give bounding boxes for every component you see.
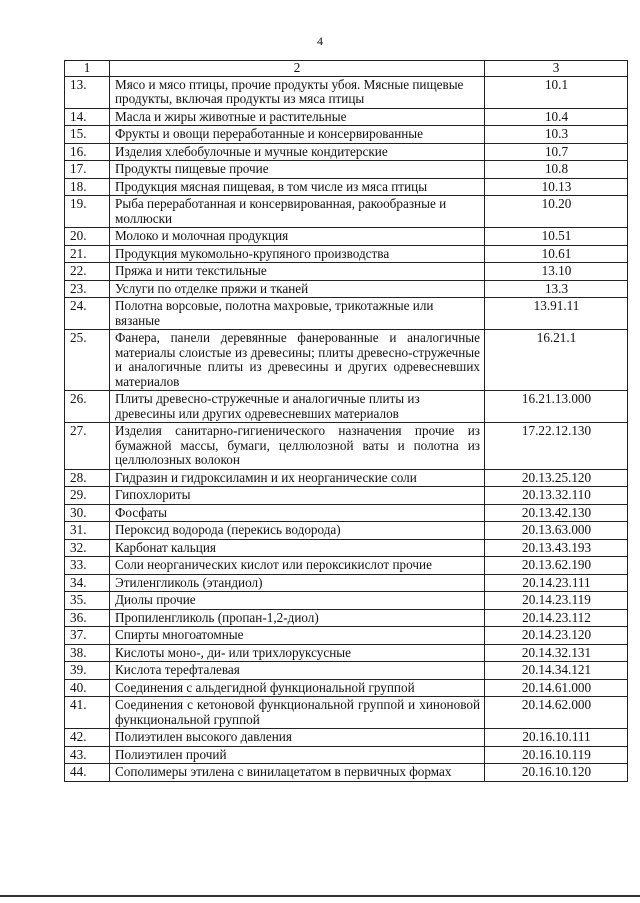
table-row — [65, 245, 628, 263]
okpd-code: 20.14.23.119 — [485, 592, 628, 610]
table-row — [65, 697, 628, 729]
okpd-code: 17.22.12.130 — [485, 423, 628, 470]
product-name: Гидразин и гидроксиламин и их неорганические соли — [110, 469, 485, 487]
okpd-code: 20.13.62.190 — [485, 557, 628, 575]
okpd-code: 13.10 — [485, 263, 628, 281]
table-row — [65, 729, 628, 747]
product-name: Фрукты и овощи переработанные и консервированные — [110, 126, 485, 144]
okpd-code: 16.21.13.000 — [485, 391, 628, 423]
row-number: 37. — [65, 627, 110, 645]
table-row — [65, 679, 628, 697]
row-number: 39. — [65, 662, 110, 680]
product-name: Фосфаты — [110, 504, 485, 522]
product-name: Карбонат кальция — [110, 539, 485, 557]
row-number: 26. — [65, 391, 110, 423]
product-name: Соединения с альдегидной функциональной группой — [110, 679, 485, 697]
row-number: 33. — [65, 557, 110, 575]
row-number: 13. — [65, 76, 110, 108]
row-number: 34. — [65, 574, 110, 592]
okpd-code: 10.20 — [485, 196, 628, 228]
product-name: Спирты многоатомные — [110, 627, 485, 645]
product-name: Гипохлориты — [110, 487, 485, 505]
page-number: 4 — [317, 34, 323, 48]
product-name: Кислота терефталевая — [110, 662, 485, 680]
product-name: Масла и жиры животные и растительные — [110, 108, 485, 126]
table-row — [65, 592, 628, 610]
product-name: Пряжа и нити текстильные — [110, 263, 485, 281]
row-number: 22. — [65, 263, 110, 281]
product-name: Продукция мясная пищевая, в том числе из мяса птицы — [110, 178, 485, 196]
product-name: Полотна ворсовые, полотна махровые, трикотажные или вязаные — [110, 298, 485, 330]
row-number: 30. — [65, 504, 110, 522]
okpd-code: 10.8 — [485, 161, 628, 179]
okpd-code: 13.3 — [485, 280, 628, 298]
row-number: 35. — [65, 592, 110, 610]
table-row — [65, 126, 628, 144]
table-row — [65, 228, 628, 246]
table-row — [65, 330, 628, 391]
product-name: Мясо и мясо птицы, прочие продукты убоя. Мясные пищевые продукты, включая продукты из мяса птицы — [110, 76, 485, 108]
table-row — [65, 178, 628, 196]
row-number: 28. — [65, 469, 110, 487]
table-row — [65, 539, 628, 557]
row-number: 25. — [65, 330, 110, 391]
row-number: 23. — [65, 280, 110, 298]
row-number: 42. — [65, 729, 110, 747]
product-name: Продукция мукомольно-крупяного производства — [110, 245, 485, 263]
table-row — [65, 391, 628, 423]
table-row — [65, 574, 628, 592]
row-number: 17. — [65, 161, 110, 179]
row-number: 14. — [65, 108, 110, 126]
okpd-code: 20.14.34.121 — [485, 662, 628, 680]
okpd-code: 20.13.63.000 — [485, 522, 628, 540]
product-name: Изделия хлебобулочные и мучные кондитерские — [110, 143, 485, 161]
table-row — [65, 522, 628, 540]
row-number: 38. — [65, 644, 110, 662]
okpd-code: 10.3 — [485, 126, 628, 144]
row-number: 18. — [65, 178, 110, 196]
row-number: 24. — [65, 298, 110, 330]
product-name: Пропиленгликоль (пропан-1,2-диол) — [110, 609, 485, 627]
row-number: 40. — [65, 679, 110, 697]
bottom-border-line — [0, 895, 640, 897]
product-name: Этиленгликоль (этандиол) — [110, 574, 485, 592]
table-row — [65, 108, 628, 126]
row-number: 31. — [65, 522, 110, 540]
column-header-number: 1 — [65, 61, 110, 77]
okpd-code: 20.14.61.000 — [485, 679, 628, 697]
okpd-code: 20.14.23.111 — [485, 574, 628, 592]
row-number: 32. — [65, 539, 110, 557]
column-header-code: 3 — [485, 61, 628, 77]
product-name: Изделия санитарно-гигиенического назначения прочие из бумажной массы, бумаги, целлюлозной ваты и полотна из целлюлозных волокон — [110, 423, 485, 470]
row-number: 21. — [65, 245, 110, 263]
okpd-code: 20.16.10.120 — [485, 764, 628, 782]
product-name: Молоко и молочная продукция — [110, 228, 485, 246]
row-number: 19. — [65, 196, 110, 228]
product-name: Кислоты моно-, ди- или трихлоруксусные — [110, 644, 485, 662]
row-number: 44. — [65, 764, 110, 782]
okpd-code: 20.13.25.120 — [485, 469, 628, 487]
row-number: 16. — [65, 143, 110, 161]
column-header-name: 2 — [110, 61, 485, 77]
table-row — [65, 764, 628, 782]
row-number: 29. — [65, 487, 110, 505]
okpd-code: 10.51 — [485, 228, 628, 246]
okpd-code: 20.16.10.119 — [485, 746, 628, 764]
table-row — [65, 196, 628, 228]
product-name: Сополимеры этилена с винилацетатом в первичных формах — [110, 764, 485, 782]
product-name: Пероксид водорода (перекись водорода) — [110, 522, 485, 540]
row-number: 41. — [65, 697, 110, 729]
okpd-code: 10.61 — [485, 245, 628, 263]
row-number: 43. — [65, 746, 110, 764]
product-name: Диолы прочие — [110, 592, 485, 610]
okpd-code: 20.13.32.110 — [485, 487, 628, 505]
table-row — [65, 143, 628, 161]
okpd-code: 20.13.42.130 — [485, 504, 628, 522]
okpd-code: 10.7 — [485, 143, 628, 161]
product-name: Фанера, панели деревянные фанерованные и аналогичные материалы слоистые из древесины; плиты древесно-стружечные и аналогичные плиты из древесины и других одревесневших материалов — [110, 330, 485, 391]
product-name: Услуги по отделке пряжи и тканей — [110, 280, 485, 298]
okpd-code: 13.91.11 — [485, 298, 628, 330]
row-number: 27. — [65, 423, 110, 470]
okpd-code: 20.14.23.112 — [485, 609, 628, 627]
product-name: Рыба переработанная и консервированная, ракообразные и моллюски — [110, 196, 485, 228]
table-row — [65, 746, 628, 764]
product-name: Соли неорганических кислот или пероксикислот прочие — [110, 557, 485, 575]
okpd-code: 20.14.23.120 — [485, 627, 628, 645]
okpd-code: 20.16.10.111 — [485, 729, 628, 747]
table-row — [65, 76, 628, 108]
okpd-code: 20.14.32.131 — [485, 644, 628, 662]
okpd-code: 20.13.43.193 — [485, 539, 628, 557]
table-row — [65, 487, 628, 505]
table-row — [65, 609, 628, 627]
okpd-code: 20.14.62.000 — [485, 697, 628, 729]
table-row — [65, 627, 628, 645]
row-number: 20. — [65, 228, 110, 246]
row-number: 36. — [65, 609, 110, 627]
table-row — [65, 469, 628, 487]
okpd-code: 10.1 — [485, 76, 628, 108]
okpd-code: 10.4 — [485, 108, 628, 126]
table-row — [65, 263, 628, 281]
table-header-row — [65, 61, 628, 77]
table-row — [65, 423, 628, 470]
row-number: 15. — [65, 126, 110, 144]
table-row — [65, 161, 628, 179]
product-name: Полиэтилен высокого давления — [110, 729, 485, 747]
table-row — [65, 298, 628, 330]
okpd-code: 16.21.1 — [485, 330, 628, 391]
product-name: Плиты древесно-стружечные и аналогичные плиты из древесины или других одревесневших материалов — [110, 391, 485, 423]
product-name: Полиэтилен прочий — [110, 746, 485, 764]
product-code-table — [64, 60, 628, 782]
product-name: Продукты пищевые прочие — [110, 161, 485, 179]
table-row — [65, 557, 628, 575]
table-row — [65, 662, 628, 680]
okpd-code: 10.13 — [485, 178, 628, 196]
table-row — [65, 504, 628, 522]
table-row — [65, 644, 628, 662]
table-row — [65, 280, 628, 298]
product-name: Соединения с кетоновой функциональной группой и хиноновой функциональной группой — [110, 697, 485, 729]
